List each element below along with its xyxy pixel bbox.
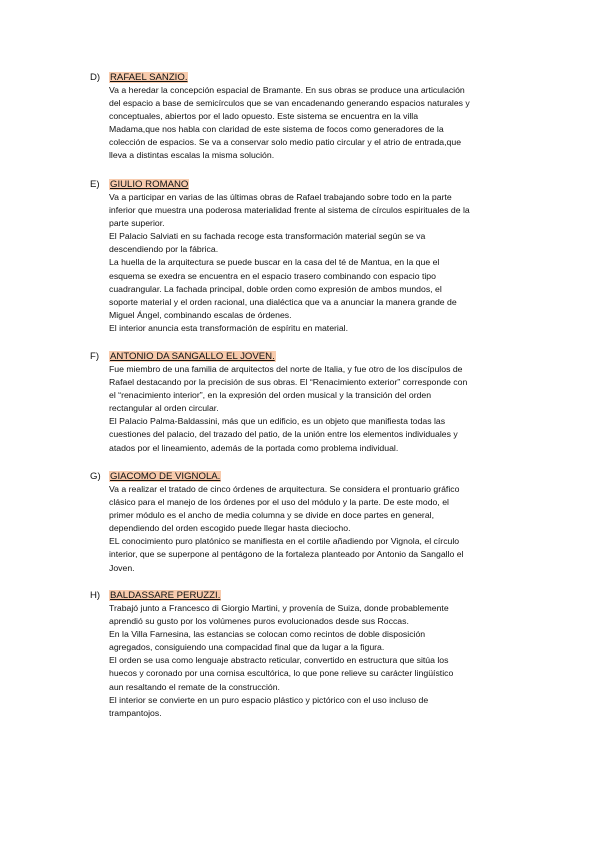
section-e (90, 179, 540, 335)
text-line: trampantojos. (109, 707, 162, 718)
text-line: huecos y coronado por una cornisa escultórica, lo que pone relieve su carácter lingüístico (109, 668, 454, 679)
paragraph (109, 535, 540, 574)
text-line: esquema se exedra se encuentra en el espacio trasero combinando con espacio tipo (109, 270, 436, 281)
section-title: BALDASSARE PERUZZI. (110, 590, 221, 601)
section-title: GIACOMO DE VIGNOLA. (110, 471, 221, 482)
text-line: soporte material y el orden racional, una dialéctica que va a anunciar la manera grande de (109, 296, 457, 307)
text-line: Fue miembro de una familia de arquitectos del norte de Italia, y fue otro de los discípulos de (109, 364, 463, 374)
section-letter: G) (90, 471, 101, 482)
text-line: Miguel Ángel, combinando escalas de órdenes. (109, 309, 292, 320)
paragraph (109, 84, 540, 163)
section-f (90, 351, 540, 455)
text-line: El Palacio Palma-Baldassini, más que un edificio, es un objeto que manifiesta todas las (109, 416, 446, 427)
text-line: En la Villa Farnesina, las estancias se colocan como recintos de doble disposición (109, 629, 426, 640)
section-letter: H) (90, 590, 101, 601)
text-line: Rafael destacando por la precisión de sus obras. El “Renacimiento exterior” corresponde con (109, 377, 468, 388)
section-title: ANTONIO DA SANGALLO EL JOVEN. (110, 351, 275, 362)
text-line: Madama,que nos habla con claridad de este sistema de focos como generadores de la (109, 124, 444, 135)
text-line: agregados, consiguiendo una compacidad final que da lugar a la figura. (109, 642, 385, 653)
text-line: parte superior. (109, 218, 165, 229)
text-line: El interior se convierte en un puro espacio plástico y pictórico con el uso incluso de (109, 694, 429, 705)
paragraph (109, 628, 540, 654)
section-heading (90, 72, 540, 84)
text-line: dependiendo del orden escogido puede llegar hasta dieciocho. (109, 523, 351, 534)
text-line: lleva a distintas escalas la misma solución. (109, 150, 275, 161)
paragraph (109, 191, 540, 230)
paragraph (109, 654, 540, 693)
section-letter: D) (90, 72, 101, 83)
text-line: descendiendo por la fábrica. (109, 244, 219, 255)
section-letter: F) (90, 351, 100, 362)
text-line: rectangular al orden circular. (109, 403, 219, 414)
text-line: EL conocimiento puro platónico se manifiesta en el cortile añadiendo por Vignola, el círculo (109, 536, 460, 547)
section-title: RAFAEL SANZIO. (110, 72, 188, 83)
text-line: Trabajó junto a Francesco di Giorgio Martini, y provenía de Suiza, donde probablemente (109, 603, 449, 613)
text-line: el “renacimiento interior”, en la expresión del orden musical y la transición del orden (109, 390, 432, 401)
text-line: interior, que se superpone al pentágono de la fortaleza planteado por Antonio da Sangallo el (109, 549, 464, 560)
text-line: colección de espacios. Se va a conservar solo medio patio circular y el atrio de entrada,que (109, 137, 462, 148)
section-heading (90, 471, 540, 483)
text-line: atados por el lineamiento, además de la portada como problema individual. (109, 442, 399, 453)
paragraph (109, 694, 540, 720)
text-line: Va a realizar el tratado de cinco órdenes de arquitectura. Se considera el prontuario gráfico (109, 484, 460, 494)
section-g (90, 471, 540, 575)
section-d (90, 72, 540, 163)
text-line: Va a participar en varias de las últimas obras de Rafael trabajando sobre todo en la parte (109, 192, 452, 202)
text-line: aun resaltando el remate de la construcción. (109, 681, 280, 692)
text-line: del espacio a base de semicírculos que se van encadenando generando espacios naturales y (109, 98, 470, 109)
paragraph (109, 483, 540, 535)
text-line: conceptuales, abiertos por el lado opuesto. Este sistema se encuentra en la villa (109, 111, 419, 122)
section-heading (90, 179, 540, 191)
text-line: Joven. (109, 562, 135, 573)
section-heading (90, 351, 540, 363)
paragraph (109, 363, 540, 415)
text-line: inferior que muestra una poderosa materialidad frente al sistema de círculos espirituales de la (109, 205, 470, 216)
text-line: clásico para el manejo de los órdenes por el uso del módulo y la parte. De este modo, el (109, 497, 449, 508)
text-line: El Palacio Salviati en su fachada recoge esta transformación material según se va (109, 231, 426, 242)
text-line: aprendió su gusto por los volúmenes puros evolucionados desde sus Roccas. (109, 616, 409, 627)
section-letter: E) (90, 179, 100, 190)
section-title: GIULIO ROMANO (110, 179, 189, 190)
text-line: cuestiones del palacio, del trazado del patio, de la unión entre los elementos individuales y (109, 429, 458, 440)
section-heading (90, 590, 540, 602)
text-line: primer módulo es el ancho de media columna y se divide en doce partes en general, (109, 510, 435, 521)
text-line: El orden se usa como lenguaje abstracto reticular, convertido en estructura que sitúa los (109, 655, 449, 666)
text-line: La huella de la arquitectura se puede buscar en la casa del té de Mantua, en la que el (109, 257, 440, 268)
paragraph (109, 415, 540, 454)
text-line: El interior anuncia esta transformación de espíritu en material. (109, 322, 349, 333)
paragraph (109, 230, 540, 256)
paragraph (109, 602, 540, 628)
section-h (90, 590, 540, 720)
paragraph (109, 256, 540, 321)
paragraph (109, 322, 540, 335)
text-line: Va a heredar la concepción espacial de Bramante. En sus obras se produce una articulación (109, 85, 465, 95)
text-line: cuadrangular. La fachada principal, doble orden como expresión de ambos mundos, el (109, 283, 442, 294)
